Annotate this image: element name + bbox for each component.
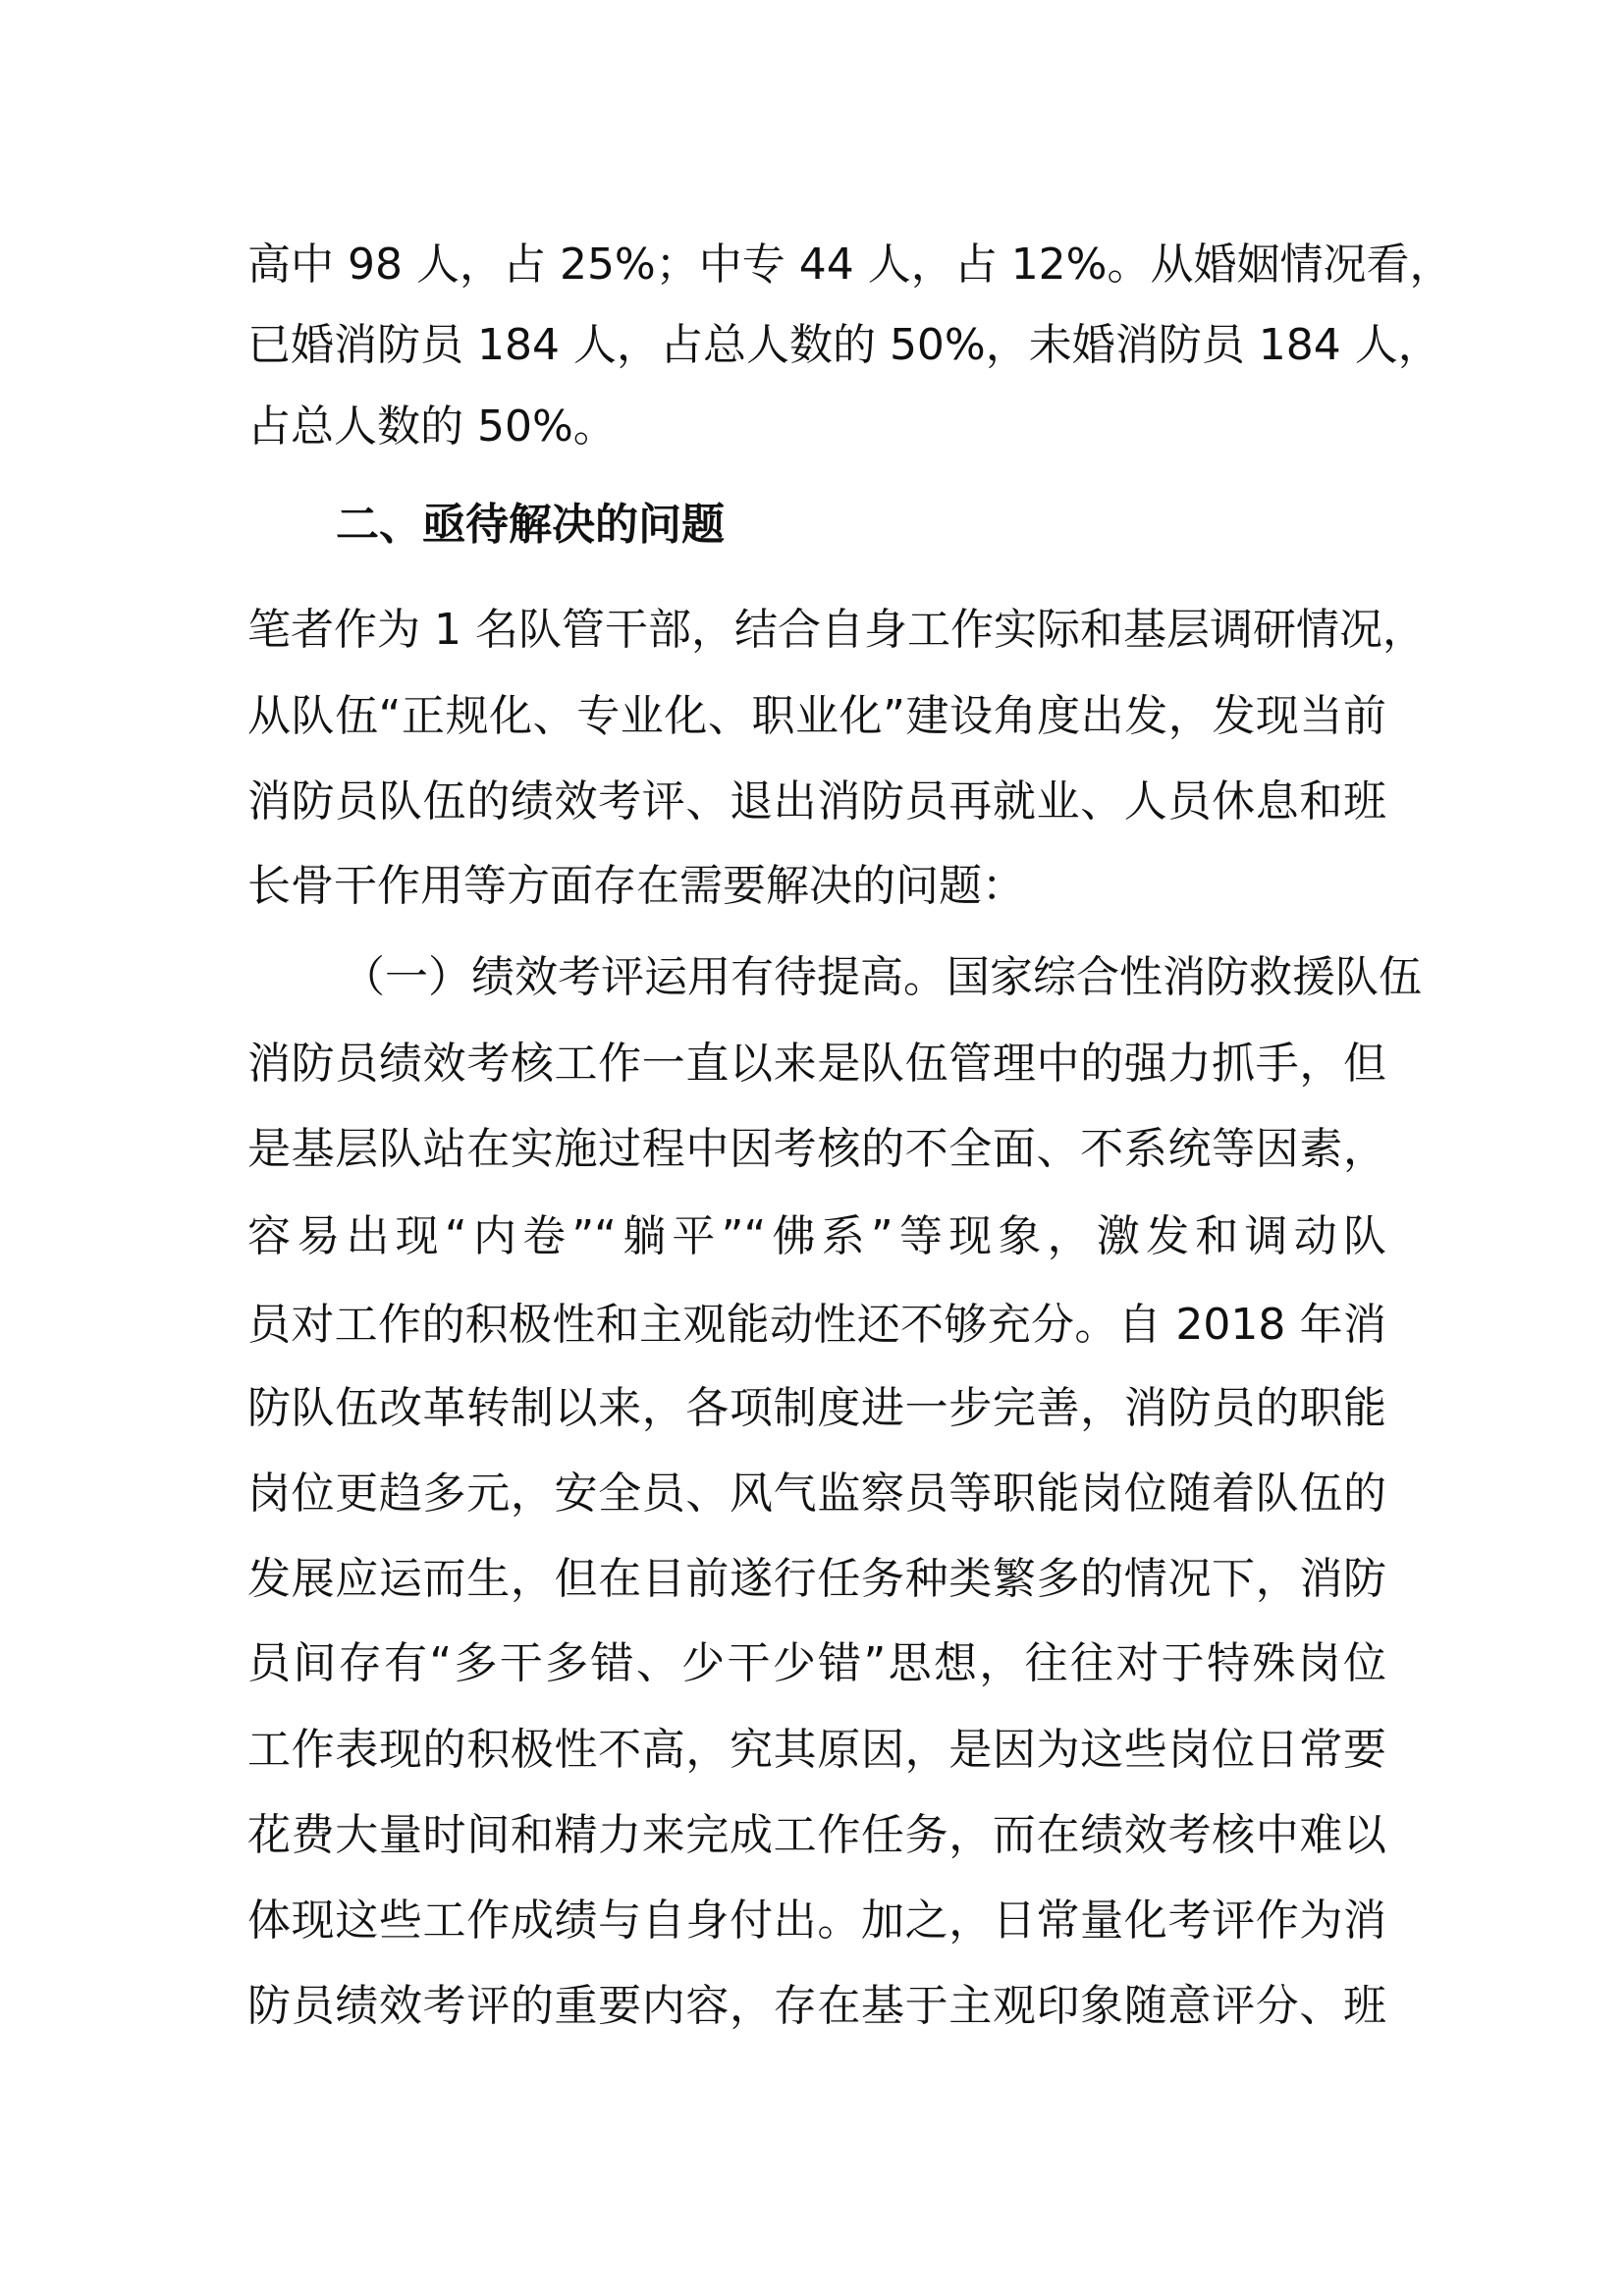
section-heading: 二、亟待解决的问题 [336,500,725,550]
text-line: 已婚消防员 184 人，占总人数的 50%，未婚消防员 184 人， [247,320,1441,370]
text-line: 笔者作为 1 名队管干部，结合自身工作实际和基层调研情况， [247,605,1426,655]
text-line: 防队伍改革转制以来，各项制度进一步完善，消防员的职能 [247,1383,1386,1433]
text-line: 占总人数的 50%。 [247,401,617,452]
text-line: 岗位更趋多元，安全员、风气监察员等职能岗位随着队伍的 [247,1468,1386,1519]
text-line: 消防员绩效考核工作一直以来是队伍管理中的强力抓手，但 [247,1039,1386,1089]
text-line: 高中 98 人，占 25%；中专 44 人，占 12%。从婚姻情况看， [247,240,1453,290]
text-line: 花费大量时间和精力来完成工作任务，而在绩效考核中难以 [247,1810,1386,1860]
text-line: 防员绩效考评的重要内容，存在基于主观印象随意评分、班 [247,1981,1386,2031]
text-line: 从队伍“正规化、专业化、职业化”建设角度出发，发现当前 [247,691,1386,741]
text-line: 是基层队站在实施过程中因考核的不全面、不系统等因素， [247,1124,1386,1174]
text-line: 工作表现的积极性不高，究其原因，是因为这些岗位日常要 [247,1725,1386,1775]
text-line: 员对工作的积极性和主观能动性还不够充分。自 2018 年消 [247,1300,1386,1350]
text-line: 体现这些工作成绩与自身付出。加之，日常量化考评作为消 [247,1896,1386,1946]
text-line: 员间存有“多干多错、少干少错”思想，往往对于特殊岗位 [247,1638,1386,1688]
text-line: 长骨干作用等方面存在需要解决的问题： [247,861,1025,911]
text-line: 消防员队伍的绩效考评、退出消防员再就业、人员休息和班 [247,776,1386,827]
text-line: 发展应运而生，但在目前遂行任务种类繁多的情况下，消防 [247,1554,1386,1604]
text-line: （一）绩效考评运用有待提高。国家综合性消防救援队伍 [342,952,1422,1002]
text-line: 容易出现“内卷”“躺平”“佛系”等现象，激发和调动队 [247,1211,1386,1261]
